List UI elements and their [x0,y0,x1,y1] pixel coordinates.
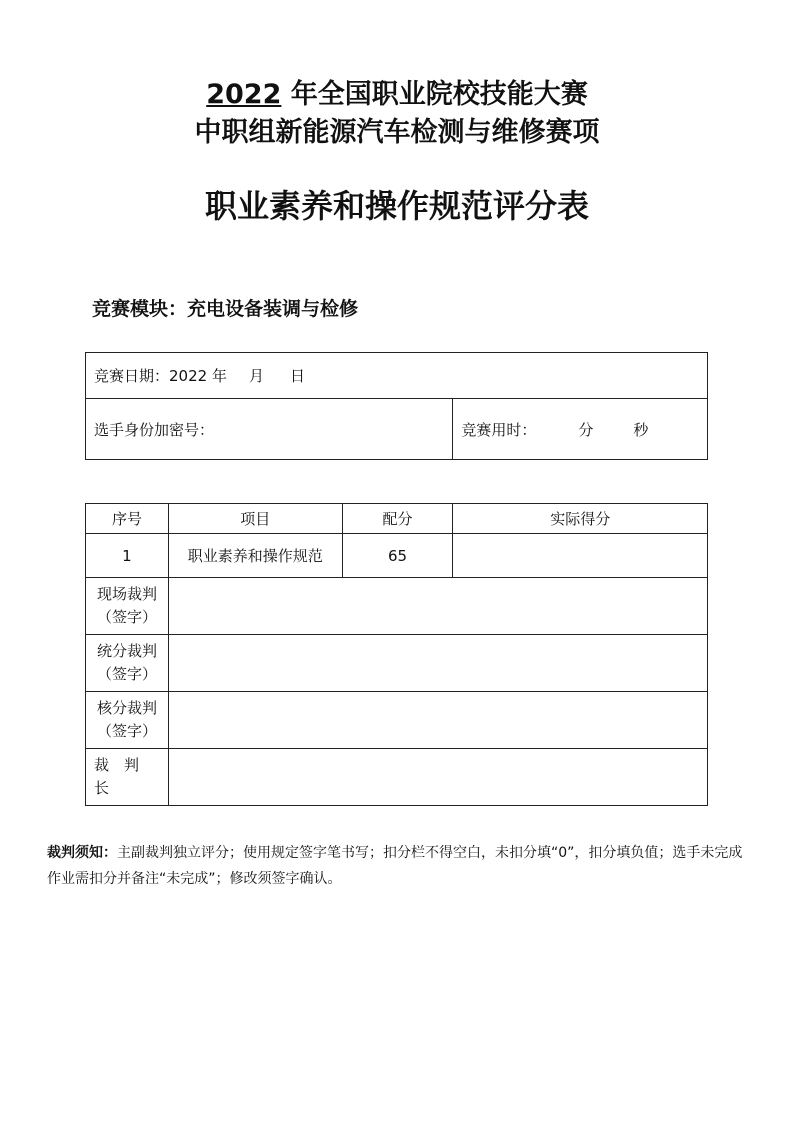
header-item: 项目 [168,504,342,534]
competition-title-rest: 年全国职业院校技能大赛 [290,79,588,110]
score-table [85,503,708,806]
tally-judge-signature[interactable] [168,635,707,692]
time-seconds: 秒 [633,420,649,439]
competition-module [92,294,358,321]
time-label: 竞赛用时： [461,420,537,439]
id-label: 选手身份加密号： [94,420,215,439]
module-value: 充电设备装调与检修 [187,298,359,320]
time-minutes: 分 [578,420,594,439]
header-points: 配分 [342,504,453,534]
row-no: 1 [86,534,169,578]
actual-score-cell[interactable] [453,534,708,578]
event-title: 中职组新能源汽车检测与维修赛项 [194,117,600,148]
competition-year: 2022 [206,79,282,110]
notice-text: 主副裁判独立评分；使用规定签字笔书写；扣分栏不得空白，未扣分填“0”，扣分填负值；选手未完成作业需扣分并备注“未完成”；修改须签字确认。 [47,845,743,887]
date-month: 月 [248,367,264,385]
judge-notice [47,840,755,892]
competition-title [0,78,794,112]
notice-label: 裁判须知： [47,845,117,861]
info-table [85,352,708,460]
time-cell[interactable] [453,399,708,460]
chief-judge-signature[interactable] [168,749,707,806]
tally-judge-label: 统分裁判 （签字） [86,635,169,692]
id-cell[interactable] [86,399,453,460]
header-no: 序号 [86,504,169,534]
row-points: 65 [342,534,453,578]
row-item: 职业素养和操作规范 [168,534,342,578]
form-title: 职业素养和操作规范评分表 [204,187,589,225]
onsite-judge-signature[interactable] [168,578,707,635]
chief-judge-label: 裁 判 长 [86,749,169,806]
date-day: 日 [289,367,305,385]
date-label: 竞赛日期：2022 年 [94,367,227,385]
date-cell[interactable] [86,353,708,399]
verify-judge-signature[interactable] [168,692,707,749]
header-actual: 实际得分 [453,504,708,534]
module-label: 竞赛模块： [92,298,188,320]
verify-judge-label: 核分裁判 （签字） [86,692,169,749]
onsite-judge-label: 现场裁判 （签字） [86,578,169,635]
table-row [86,534,708,578]
